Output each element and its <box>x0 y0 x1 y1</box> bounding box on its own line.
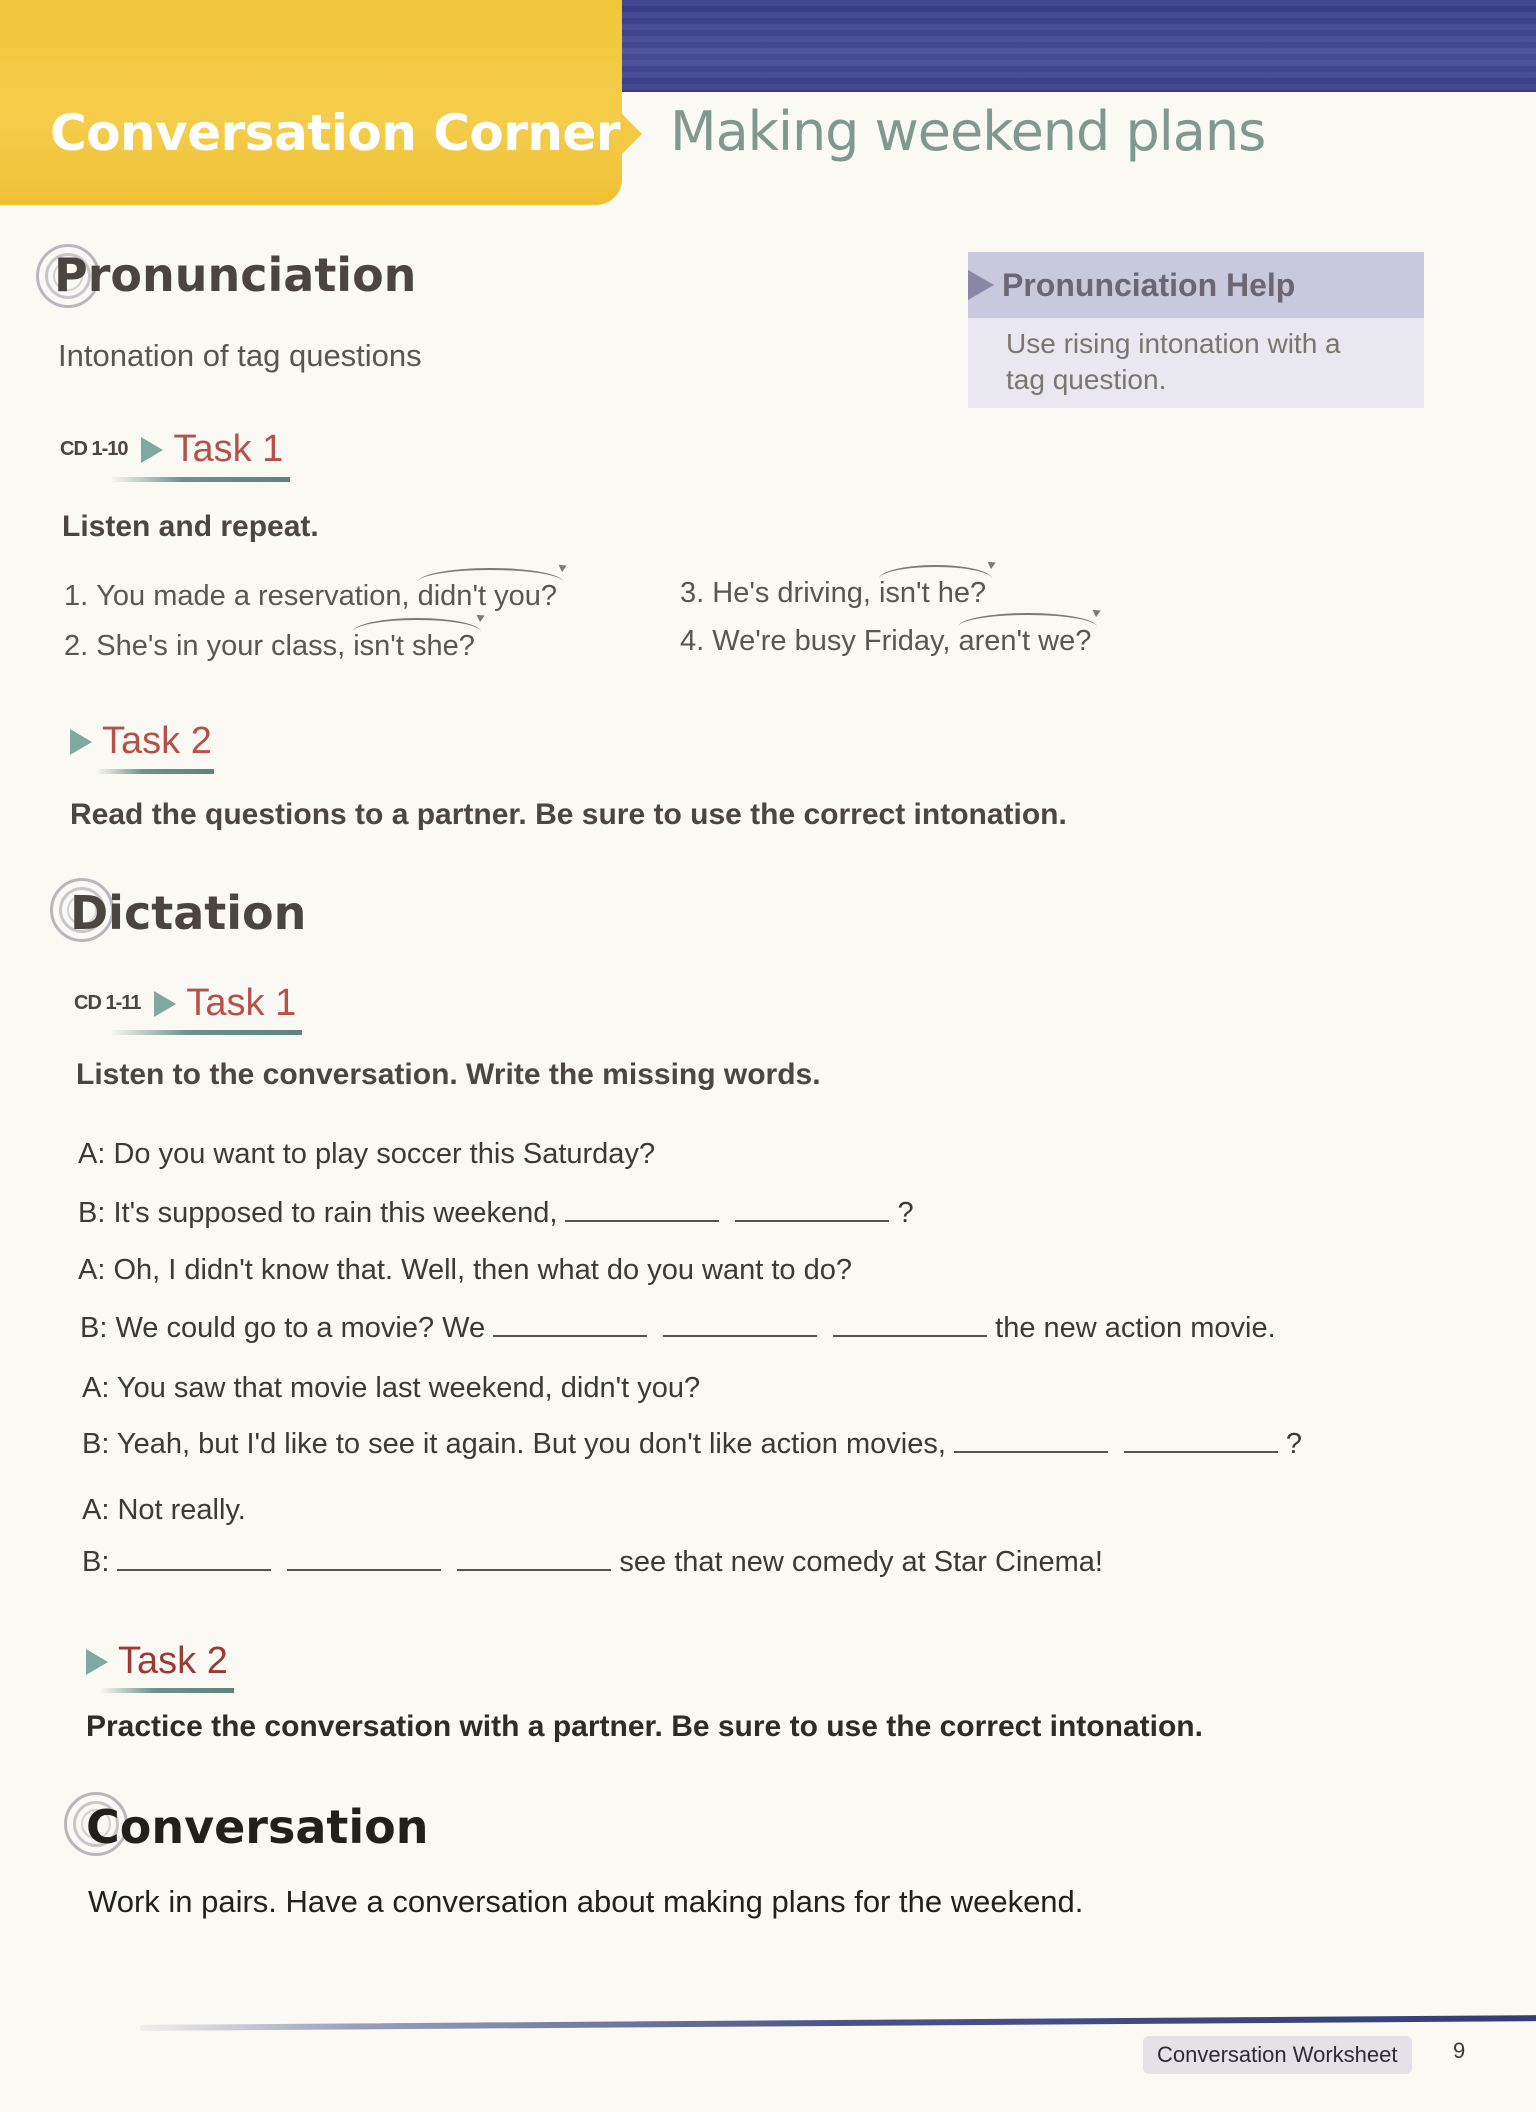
task-label: Task 2 <box>102 720 212 762</box>
header-subtitle: Making weekend plans <box>670 100 1266 163</box>
page-number: 9 <box>1453 2038 1466 2063</box>
pronunciation-help-box <box>968 252 1424 408</box>
task-label: Task 1 <box>173 428 284 470</box>
section-title-dictation: Dictation <box>70 886 307 940</box>
pron-task2-header <box>70 720 212 763</box>
line-text: B: It's supposed to rain this weekend, <box>78 1197 558 1229</box>
play-triangle-icon <box>968 270 994 300</box>
dict-task1-header <box>74 982 296 1025</box>
dialogue-line <box>78 1138 655 1171</box>
answer-blank[interactable] <box>663 1334 817 1337</box>
rising-tag: isn't she? <box>353 630 475 662</box>
answer-blank[interactable] <box>1124 1450 1278 1453</box>
pron-task1-header <box>60 428 283 471</box>
dialogue-line <box>82 1428 1302 1461</box>
dialogue-line <box>82 1494 246 1527</box>
play-triangle-icon <box>70 729 92 755</box>
conversation-instruction <box>88 1884 1083 1920</box>
dict-task2-instruction: Practice the conversation with a partner. Be sure to use the correct intonation. <box>86 1710 1203 1743</box>
example-item <box>680 625 1091 658</box>
rising-tag: isn't he? <box>878 577 987 609</box>
line-text-after: the new action movie. <box>995 1312 1276 1344</box>
header-arrow-icon <box>620 112 642 156</box>
rising-tag: didn't you? <box>417 580 557 612</box>
play-triangle-icon <box>141 437 163 463</box>
footer-divider <box>140 2015 1536 2031</box>
item-text: He's driving, <box>712 577 879 609</box>
header-yellow-tab <box>0 0 622 205</box>
item-text: We're busy Friday, <box>712 625 959 657</box>
section-title-conversation: Conversation <box>86 1800 429 1854</box>
answer-blank[interactable] <box>287 1568 441 1571</box>
help-body: Use rising intonation with a tag question. <box>1006 328 1341 395</box>
pron-task2-instruction: Read the questions to a partner. Be sure to use the correct intonation. <box>70 798 1067 831</box>
line-text-after: see that new comedy at Star Cinema! <box>619 1546 1103 1578</box>
rising-tag: aren't we? <box>958 625 1092 657</box>
dialogue-line <box>82 1546 1103 1579</box>
cd-track-label[interactable]: CD 1-11 <box>74 992 141 1014</box>
task-underline <box>100 1688 234 1693</box>
example-item <box>64 580 557 613</box>
answer-blank[interactable] <box>457 1568 611 1571</box>
item-text: You made a reservation, <box>96 580 418 612</box>
answer-blank[interactable] <box>565 1219 719 1222</box>
item-number: 1. <box>64 580 89 612</box>
dialogue-line <box>82 1372 700 1405</box>
dict-task2-header <box>86 1640 228 1683</box>
dict-task1-instruction: Listen to the conversation. Write the missing words. <box>76 1058 821 1091</box>
example-item <box>64 630 475 663</box>
section-title-pronunciation: Pronunciation <box>54 248 417 302</box>
play-triangle-icon <box>86 1649 108 1675</box>
line-text-after: ? <box>1285 1428 1303 1460</box>
pronunciation-subtitle: Intonation of tag questions <box>58 338 422 373</box>
pron-task1-instruction: Listen and repeat. <box>62 510 319 543</box>
header-blue-band <box>600 0 1536 92</box>
header-title: Conversation Corner <box>50 104 621 162</box>
line-text-after: ? <box>897 1197 914 1229</box>
item-number: 3. <box>680 577 705 609</box>
line-text: B: Yeah, but I'd like to see it again. But you don't like action movies, <box>82 1428 946 1460</box>
item-number: 2. <box>64 630 89 662</box>
cd-track-label[interactable]: CD 1-10 <box>60 438 128 460</box>
help-title: Pronunciation Help <box>1002 266 1296 303</box>
line-text: B: We could go to a movie? We <box>80 1312 486 1344</box>
task-underline <box>110 477 290 482</box>
task-underline <box>110 1030 302 1035</box>
answer-blank[interactable] <box>954 1450 1108 1453</box>
play-triangle-icon <box>154 991 176 1017</box>
line-text: A: You saw that movie last weekend, didn't you? <box>82 1372 701 1404</box>
line-text: A: Not really. <box>82 1494 246 1526</box>
item-text: She's in your class, <box>96 630 354 662</box>
instruction-text: Work in pairs. Have a conversation about making plans for the weekend. <box>88 1884 1084 1919</box>
task-underline <box>96 769 214 774</box>
dialogue-line <box>78 1197 914 1230</box>
line-text: B: <box>82 1546 110 1578</box>
answer-blank[interactable] <box>833 1334 987 1337</box>
dialogue-line <box>78 1254 852 1287</box>
dialogue-line <box>80 1312 1276 1345</box>
line-text: A: Oh, I didn't know that. Well, then what do you want to do? <box>78 1254 852 1286</box>
task-label: Task 1 <box>186 982 297 1024</box>
task-label: Task 2 <box>118 1640 228 1682</box>
answer-blank[interactable] <box>117 1568 271 1571</box>
answer-blank[interactable] <box>493 1334 647 1337</box>
footer-badge: Conversation Worksheet <box>1143 2036 1412 2074</box>
answer-blank[interactable] <box>735 1219 889 1222</box>
help-header <box>968 252 1424 318</box>
item-number: 4. <box>680 625 705 657</box>
line-text: A: Do you want to play soccer this Saturday? <box>78 1138 656 1170</box>
example-item <box>680 577 986 610</box>
